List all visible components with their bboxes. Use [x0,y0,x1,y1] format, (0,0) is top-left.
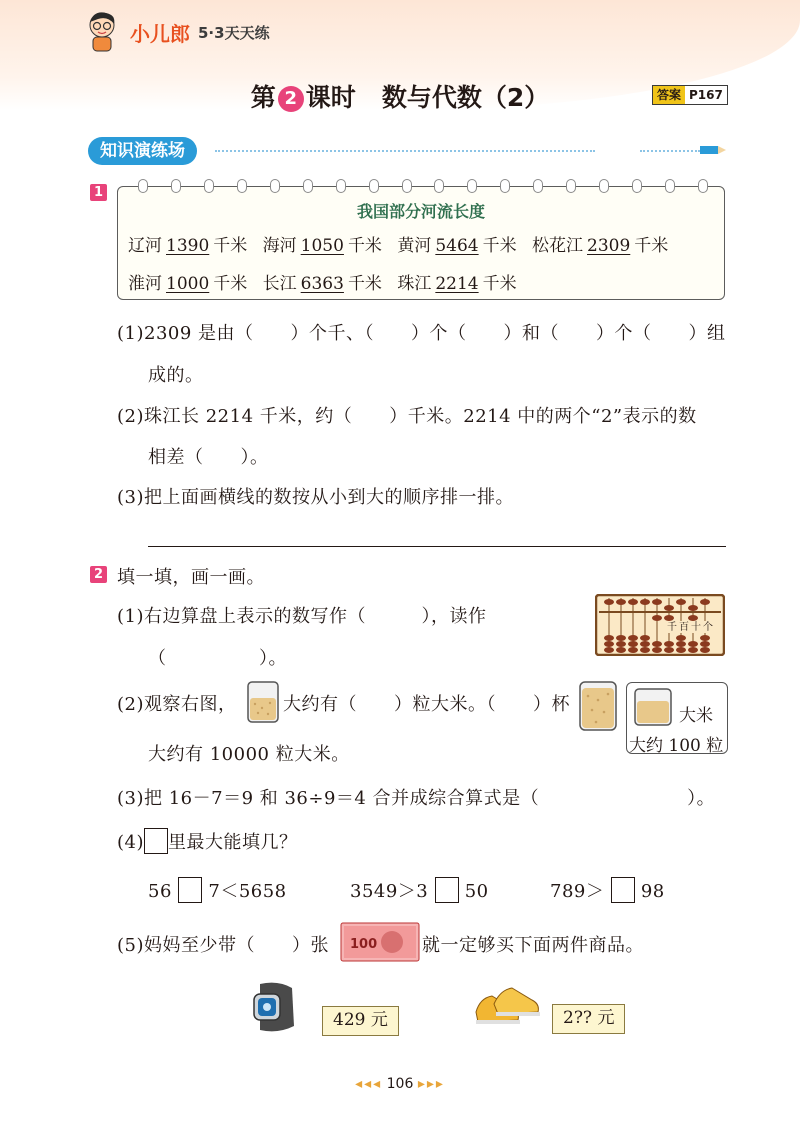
river-row-2 [128,269,527,294]
river-item: 松花江 2309 千米 [532,236,669,256]
q2-heading: 填一填，画一画。 [117,567,265,588]
inequality-2: 3549＞3 50 [350,877,489,903]
q1-part1-line2: 成的。 [148,365,204,386]
q2-part5-a: (5)妈妈至少带（ ）张 [117,935,329,956]
q2-part2-line2: 大约有 10000 粒大米。 [148,744,350,765]
rice-jar-icon [246,680,280,724]
answer-line[interactable] [148,546,726,547]
watch-icon [248,980,298,1034]
q1-part1-line1: (1)2309 是由（ ）个千、（ ）个（ ）和（ ）个（ ）组 [117,323,726,344]
q2-part1-line2: （ ）。 [148,648,287,669]
brand-series: 5·3天天练 [198,24,270,42]
q2-part1-line1: (1)右边算盘上表示的数写作（ ），读作 [117,606,487,627]
river-item: 黄河 5464 千米 [397,236,517,256]
question-number: 2 [90,566,107,583]
river-item: 长江 6363 千米 [262,274,382,294]
q1-part2-line2: 相差（ ）。 [148,447,269,468]
question-number: 1 [90,184,107,201]
abacus-label: 百 [679,622,689,633]
rice-jar-icon [633,687,673,727]
shoes-icon [472,978,542,1030]
river-item: 海河 1050 千米 [262,236,382,256]
card-title: 我国部分河流长度 [356,202,485,221]
abacus-icon [595,594,725,656]
q2-part2-a: (2)观察右图， [117,694,237,715]
footer-arrows-left: ◂◂◂ [355,1076,383,1092]
brand [88,18,270,47]
river-item: 辽河 1390 千米 [128,236,248,256]
lesson-topic: 数与代数（2） [381,83,550,112]
answer-label: 答案 [653,86,685,104]
rice-label: 大米 [679,706,713,726]
abacus-label: 十 [691,622,701,633]
q2-part3: (3)把 16－7＝9 和 36÷9＝4 合并成综合算式是（ ）。 [117,788,716,809]
brand-logo: 小儿郎 [130,22,190,46]
q1-part2-line1: (2)珠江长 2214 千米，约（ ）千米。2214 中的两个“2”表示的数 [117,406,697,427]
rice-reference-card [626,682,728,754]
river-length-card [117,186,725,300]
abacus-label: 个 [703,622,713,633]
lesson-suffix: 课时 [305,83,356,112]
page-number: 106 [386,1076,414,1092]
footer-arrows-right: ▸▸▸ [417,1076,445,1092]
river-item: 珠江 2214 千米 [397,274,517,294]
q2-part4: (4) 里最大能填几？ [117,828,298,854]
inequality-1: 56 7＜5658 [148,877,287,903]
rice-cup-icon [578,680,618,732]
q2-part2-b: 大约有（ ）粒大米。（ ）杯 [283,694,570,715]
q2-part5-b: 就一定够买下面两件商品。 [422,935,644,956]
lesson-number-badge: 2 [278,86,304,112]
price-tag-shoes: 2?? 元 [552,1004,625,1034]
pencil-icon [700,144,726,156]
page-footer [0,1076,800,1092]
inequality-3: 789＞ 98 [550,877,665,903]
divider [640,150,700,152]
answer-reference [652,85,728,105]
answer-page: P167 [689,88,723,102]
blank-box[interactable] [178,877,202,903]
notebook-rings [138,179,708,193]
river-row-1 [128,231,678,256]
banknote-icon [340,922,420,962]
banknote-value: 100 [350,937,378,952]
divider [215,150,595,152]
section-tag: 知识演练场 [88,137,197,165]
abacus-label: 千 [667,622,677,633]
price-tag-watch: 429 元 [322,1006,399,1036]
river-item: 淮河 1000 千米 [128,274,248,294]
blank-box[interactable] [435,877,459,903]
blank-box[interactable] [144,828,168,854]
rice-count-label: 大约 100 粒 [629,736,724,756]
q1-part3: (3)把上面画横线的数按从小到大的顺序排一排。 [117,487,514,508]
lesson-prefix: 第 [250,83,276,112]
blank-box[interactable] [611,877,635,903]
